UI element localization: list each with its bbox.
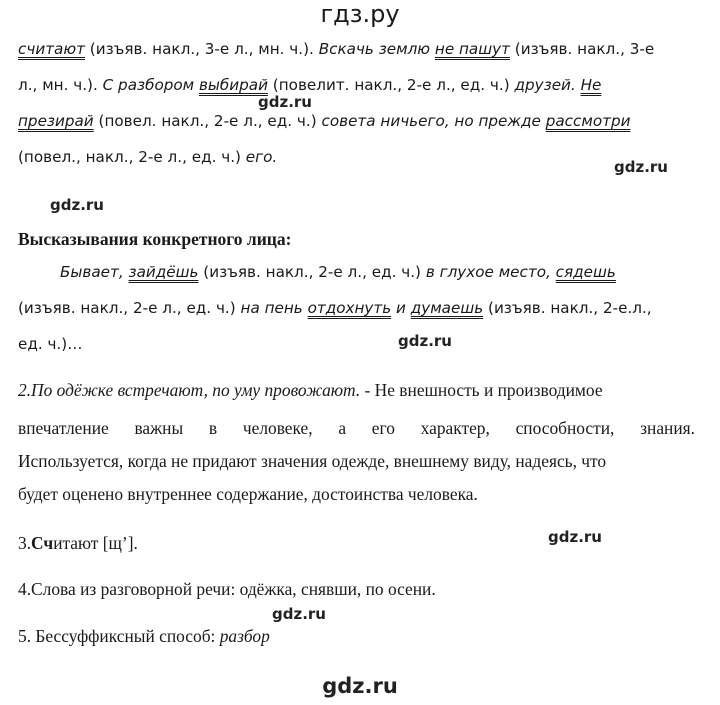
quote-text: на пень (240, 299, 308, 317)
verb-underlined: выбирай (198, 76, 268, 94)
quote-text: Вскачь землю (318, 40, 435, 58)
item-number: 3. (18, 533, 32, 553)
item3-text: итают [щ’]. (53, 533, 138, 553)
section-heading: Высказывания конкретного лица: (18, 229, 292, 249)
watermark: gdz.ru (548, 528, 602, 546)
verb-underlined: Не (580, 76, 602, 94)
para2-line2 (18, 299, 652, 317)
item5-answer: разбор (219, 626, 270, 646)
watermark: gdz.ru (614, 158, 668, 176)
para1-line3 (18, 112, 630, 130)
verb-underlined: не пашут (434, 40, 510, 58)
para2-line3: ед. ч.)… (18, 335, 83, 353)
watermark: gdz.ru (258, 93, 312, 111)
grammar-note: (повел. накл., 2-е л., ед. ч.) (93, 112, 322, 130)
item4: 4.Слова из разговорной речи: одёжка, снявши, по осени. (18, 579, 436, 599)
footer-watermark: gdz.ru (322, 674, 398, 698)
para1-line1 (18, 40, 654, 58)
watermark: gdz.ru (50, 196, 104, 214)
grammar-note: (изъяв. накл., 2-е л., ед. ч.) (18, 299, 241, 317)
verb-underlined: думаешь (410, 299, 484, 317)
grammar-note: л., мн. ч.). (18, 76, 103, 94)
quote-text: в глухое место, (425, 263, 556, 281)
quote-text: Бывает, (60, 263, 129, 281)
verb-underlined: считают (18, 40, 85, 58)
quote-text: совета ничьего, но прежде (321, 112, 546, 130)
grammar-note: (повелит. накл., 2-е л., ед. ч.) (267, 76, 515, 94)
verb-underlined: рассмотри (545, 112, 631, 130)
item2-line1 (18, 380, 603, 401)
item3 (18, 533, 138, 554)
grammar-note: (изъяв. накл., 3-е л., мн. ч.). (84, 40, 319, 58)
para1-line4 (18, 148, 277, 166)
verb-underlined: презирай (18, 112, 94, 130)
grammar-note: (изъяв. накл., 2-е.л., (483, 299, 652, 317)
item2-explanation: - Не внешность и производимое (360, 380, 603, 400)
item5-text: 5. Бессуффиксный способ: (18, 626, 220, 646)
item2-line3: Используется, когда не придают значения одежде, внешнему виду, надеясь, что (18, 451, 607, 471)
para1-line2 (18, 76, 601, 94)
quote-text: С разбором (102, 76, 199, 94)
verb-underlined: зайдёшь (128, 263, 199, 281)
verb-underlined: сядешь (555, 263, 616, 281)
quote-text: его. (245, 148, 278, 166)
quote-text: друзей. (514, 76, 581, 94)
para2-line1 (60, 263, 616, 281)
proverb: 2.По одёжке встречают, по уму провожают. (18, 380, 361, 400)
quote-text: и (391, 299, 411, 317)
verb-underlined: отдохнуть (307, 299, 392, 317)
header-watermark: гдз.ру (320, 0, 400, 28)
item2-line4: будет оценено внутреннее содержание, достоинства человека. (18, 484, 478, 504)
item5 (18, 626, 270, 647)
watermark: gdz.ru (272, 605, 326, 623)
watermark: gdz.ru (398, 332, 452, 350)
item2-line2: впечатление важны в человеке, а его характер, способности, знания. (18, 418, 695, 438)
grammar-note: (изъяв. накл., 3-е (509, 40, 655, 58)
grammar-note: (повел., накл., 2-е л., ед. ч.) (18, 148, 246, 166)
bold-letters: Сч (31, 533, 54, 553)
grammar-note: (изъяв. накл., 2-е л., ед. ч.) (198, 263, 426, 281)
